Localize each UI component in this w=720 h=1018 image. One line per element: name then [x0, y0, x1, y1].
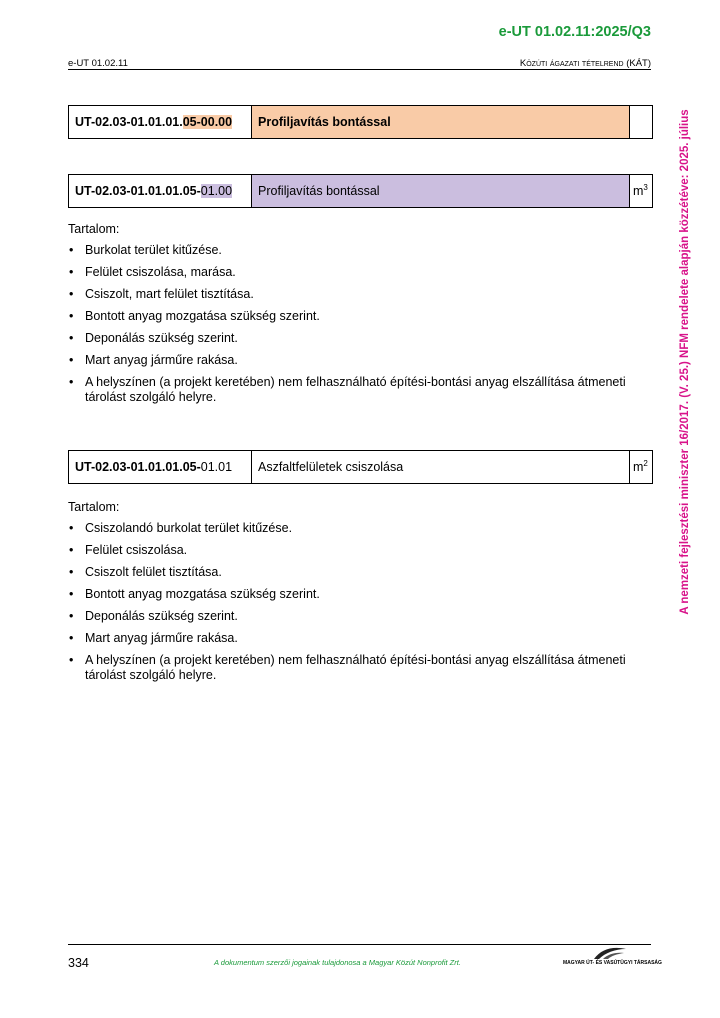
list-item: • Mart anyag járműre rakása.: [68, 631, 628, 646]
item-code-rest: 01.01: [200, 460, 233, 474]
list-item: • Bontott anyag mozgatása szükség szerint.: [68, 309, 628, 324]
content-section-3: [68, 500, 628, 690]
list-item: • Felület csiszolása, marása.: [68, 265, 628, 280]
item-code-main: UT-02.03-01.01.01.05-: [75, 460, 201, 474]
unit-exponent: 2: [643, 459, 648, 469]
item-title: Aszfaltfelületek csiszolása: [252, 451, 630, 484]
footer-rule: [68, 944, 651, 945]
item-table-1: [68, 105, 653, 139]
logo-text: MAGYAR ÚT- ÉS VASÚTÜGYI TÁRSASÁG: [563, 960, 662, 966]
item-code-highlight: 05-00.00: [182, 115, 233, 129]
list-item: • Mart anyag járműre rakása.: [68, 353, 628, 368]
item-table-3: [68, 450, 653, 484]
list-item: • Burkolat terület kitűzése.: [68, 243, 628, 258]
list-item: • Csiszolandó burkolat terület kitűzése.: [68, 521, 628, 536]
header-right: Közúti ágazati tételrend (KÁT): [519, 58, 651, 69]
content-section-2: [68, 222, 628, 412]
item-unit: [630, 451, 653, 484]
item-code: [69, 106, 252, 139]
side-text: A nemzeti fejlesztési miniszter 16/2017. (V. 25.) NFM rendelete alapján közzétéve: 2025. július: [679, 109, 691, 615]
list-item: • Csiszolt felület tisztítása.: [68, 565, 628, 580]
item-title: Profiljavítás bontással: [252, 175, 630, 208]
content-list: [68, 521, 628, 683]
item-table-2: [68, 174, 653, 208]
item-unit: [630, 106, 653, 139]
society-logo: [563, 946, 662, 968]
item-code: [69, 451, 252, 484]
copyright-note: A dokumentum szerzői jogainak tulajdonosa a Magyar Közút Nonprofit Zrt.: [214, 958, 461, 967]
item-code-main: UT-02.03-01.01.01.: [75, 115, 183, 129]
item-code-highlight: 01.00: [200, 184, 233, 198]
list-item: • Deponálás szükség szerint.: [68, 331, 628, 346]
item-code: [69, 175, 252, 208]
header-left: e-UT 01.02.11: [68, 58, 128, 69]
unit-base: m: [633, 184, 644, 199]
logo-swoosh-icon: [593, 946, 627, 960]
list-item: • Bontott anyag mozgatása szükség szerint.: [68, 587, 628, 602]
document-code: e-UT 01.02.11:2025/Q3: [498, 24, 651, 40]
list-item: • Deponálás szükség szerint.: [68, 609, 628, 624]
list-item: • Felület csiszolása.: [68, 543, 628, 558]
content-title: Tartalom:: [68, 222, 120, 236]
list-item: • A helyszínen (a projekt keretében) nem felhasználható építési-bontási anyag elszállítása átmeneti tárolást szolgáló helyre.: [68, 653, 628, 683]
item-unit: [630, 175, 653, 208]
content-list: [68, 243, 628, 405]
item-code-main: UT-02.03-01.01.01.05-: [75, 184, 201, 198]
header-rule: [68, 69, 651, 70]
item-title: Profiljavítás bontással: [252, 106, 630, 139]
unit-base: m: [633, 460, 644, 475]
content-title: Tartalom:: [68, 500, 120, 514]
unit-exponent: 3: [643, 183, 648, 193]
side-publication-note: [678, 97, 692, 627]
page-number: 334: [68, 956, 89, 970]
list-item: • Csiszolt, mart felület tisztítása.: [68, 287, 628, 302]
list-item: • A helyszínen (a projekt keretében) nem felhasználható építési-bontási anyag elszállítása átmeneti tárolást szolgáló helyre.: [68, 375, 628, 405]
